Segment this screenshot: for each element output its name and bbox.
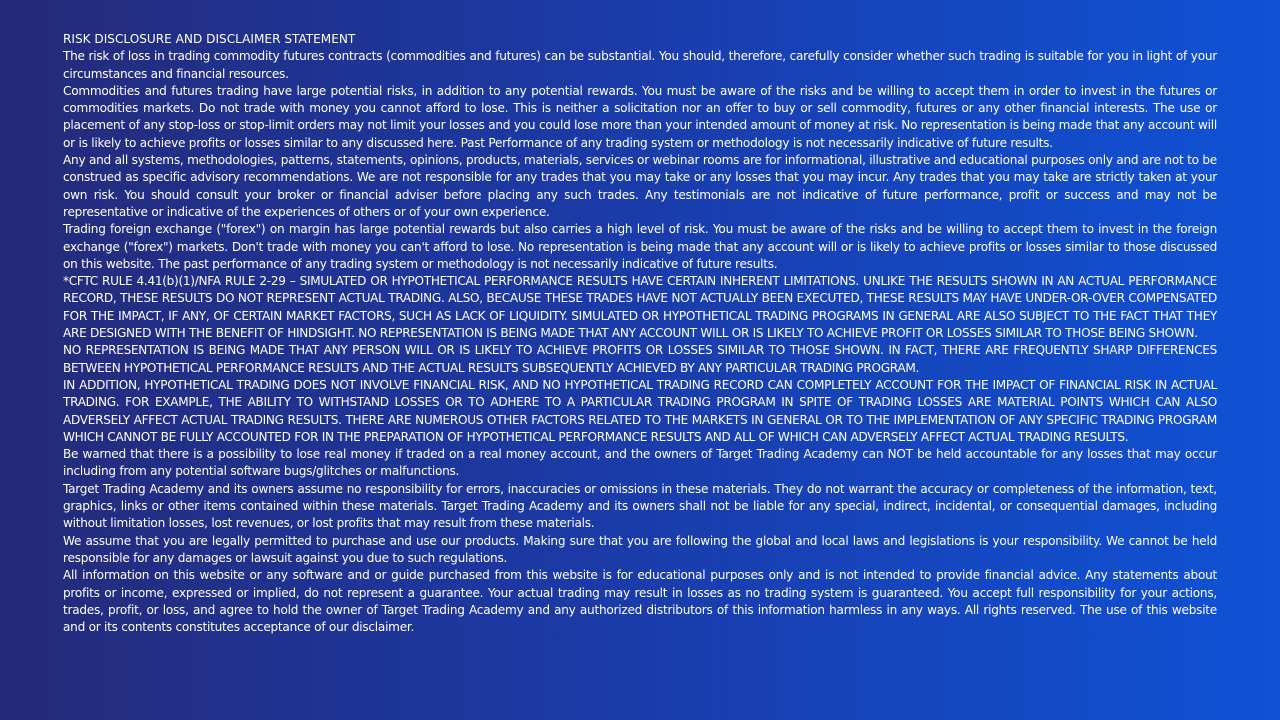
paragraph-no-financial-advice: All information on this website or any software and or guide purchased from this website is for educational purposes only and is not intended to provide financial advice. Any statements about profits or income, expressed or implied, do not represent a guarantee. Your actual trading may result in losses as no trading system is guaranteed. You accept full responsibility for your actions, trades, profit, or loss, and agree to hold the owner of Target Trading Academy and any authorized distributors of this information harmless in any ways. All rights reserved. The use of this website and or its contents constitutes acceptance of our disclaimer. <box>63 568 1217 635</box>
paragraph-no-responsibility: Target Trading Academy and its owners assume no responsibility for errors, inaccuracies or omissions in these materials. They do not warrant the accuracy or completeness of the information, text, graphics, links or other items contained within these materials. Target Trading Academy and its owners shall not be liable for any special, indirect, incidental, or consequential damages, including without limitation losses, lost revenues, or lost profits that may result from these materials. <box>63 481 1217 531</box>
paragraph-real-money-warning: Be warned that there is a possibility to lose real money if traded on a real money account, and the owners of Target Trading Academy can NOT be held accountable for any losses that may occur including from any potential software bugs/glitches or malfunctions. <box>63 447 1217 479</box>
paragraph-hypothetical-trading: IN ADDITION, HYPOTHETICAL TRADING DOES NOT INVOLVE FINANCIAL RISK, AND NO HYPOTHETICAL TRADING RECORD CAN COMPLETELY ACCOUNT FOR THE IMPACT OF FINANCIAL RISK IN ACTUAL TRADING. FOR EXAMPLE, THE ABILITY TO WITHSTAND LOSSES OR TO ADHERE TO A PARTICULAR TRADING PROGRAM IN SPITE OF TRADING LOSSES ARE MATERIAL POINTS WHICH CAN ALSO ADVERSELY AFFECT ACTUAL TRADING RESULTS. THERE ARE NUMEROUS OTHER FACTORS RELATED TO THE MARKETS IN GENERAL OR TO THE IMPLEMENTATION OF ANY SPECIFIC TRADING PROGRAM WHICH CANNOT BE FULLY ACCOUNTED FOR IN THE PREPARATION OF HYPOTHETICAL PERFORMANCE RESULTS AND ALL OF WHICH CAN ADVERSELY AFFECT ACTUAL TRADING RESULTS. <box>63 377 1217 444</box>
paragraph-legal-permission: We assume that you are legally permitted to purchase and use our products. Making sure that you are following the global and local laws and legislations is your responsibility. We cannot be held responsible for any damages or lawsuit against you due to such regulations. <box>63 533 1217 565</box>
paragraph-cftc-rule: *CFTC RULE 4.41(b)(1)/NFA RULE 2-29 – SIMULATED OR HYPOTHETICAL PERFORMANCE RESULTS HAVE CERTAIN INHERENT LIMITATIONS. UNLIKE THE RESULTS SHOWN IN AN ACTUAL PERFORMANCE RECORD, THESE RESULTS DO NOT REPRESENT ACTUAL TRADING. ALSO, BECAUSE THESE TRADES HAVE NOT ACTUALLY BEEN EXECUTED, THESE RESULTS MAY HAVE UNDER-OR-OVER COMPENSATED FOR THE IMPACT, IF ANY, OF CERTAIN MARKET FACTORS, SUCH AS LACK OF LIQUIDITY. SIMULATED OR HYPOTHETICAL TRADING PROGRAMS IN GENERAL ARE ALSO SUBJECT TO THE FACT THAT THEY ARE DESIGNED WITH THE BENEFIT OF HINDSIGHT. NO REPRESENTATION IS BEING MADE THAT ANY ACCOUNT WILL OR IS LIKELY TO ACHIEVE PROFIT OR LOSSES SIMILAR TO THOSE BEING SHOWN. <box>63 274 1217 341</box>
paragraph-no-representation: NO REPRESENTATION IS BEING MADE THAT ANY PERSON WILL OR IS LIKELY TO ACHIEVE PROFITS OR LOSSES SIMILAR TO THOSE SHOWN. IN FACT, THERE ARE FREQUENTLY SHARP DIFFERENCES BETWEEN HYPOTHETICAL PERFORMANCE RESULTS AND THE ACTUAL RESULTS SUBSEQUENTLY ACHIEVED BY ANY PARTICULAR TRADING PROGRAM. <box>63 343 1217 375</box>
paragraph-commodity-risk: The risk of loss in trading commodity futures contracts (commodities and futures) can be substantial. You should, therefore, carefully consider whether such trading is suitable for you in light of your circumstances and financial resources. <box>63 49 1217 81</box>
paragraph-educational-purposes: Any and all systems, methodologies, patterns, statements, opinions, products, materials, services or webinar rooms are for informational, illustrative and educational purposes only and are not to be construed as specific advisory recommendations. We are not responsible for any trades that you may take or any losses that you may incur. Any trades that you may take are strictly taken at your own risk. You should consult your broker or financial adviser before placing any such trades. Any testimonials are not indicative of future performance, profit or success and may not be representative or indicative of the experiences of others or of your own experience. <box>63 153 1217 219</box>
paragraph-forex-risk: Trading foreign exchange ("forex") on margin has large potential rewards but also carries a high level of risk. You must be aware of the risks and be willing to accept them to invest in the foreign exchange ("forex") markets. Don't trade with money you can't afford to lose. No representation is being made that any account will or is likely to achieve profits or losses similar to those discussed on this website. The past performance of any trading system or methodology is not necessarily indicative of future results. <box>63 222 1217 271</box>
paragraph-futures-risk: Commodities and futures trading have large potential risks, in addition to any potential rewards. You must be aware of the risks and be willing to accept them in order to invest in the futures or commodities markets. Do not trade with money you cannot afford to lose. This is neither a solicitation nor an offer to buy or sell commodity, futures or any other financial interests. The use or placement of any stop-loss or stop-limit orders may not limit your losses and you could lose more than your intended amount of money at risk. No representation is being made that any account will or is likely to achieve profits or losses similar to any discussed here. Past Performance of any trading system or methodology is not necessarily indicative of future results. <box>63 83 1217 150</box>
disclaimer-document <box>63 31 1217 636</box>
document-title: RISK DISCLOSURE AND DISCLAIMER STATEMENT <box>63 32 356 46</box>
